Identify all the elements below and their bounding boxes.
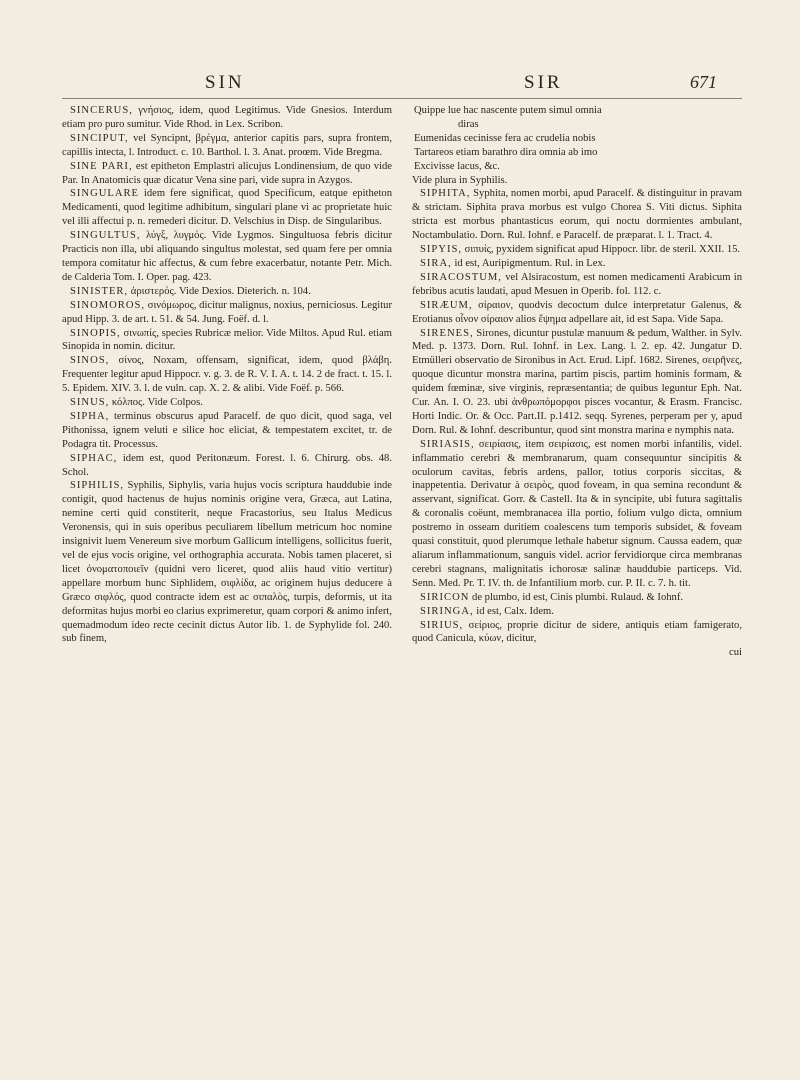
entry-headword: SINOPIS, — [70, 327, 121, 339]
verse-line: Excivisse lacus, &c. — [414, 160, 500, 172]
verse-line: diras — [458, 118, 479, 130]
dictionary-entry — [62, 479, 392, 646]
dictionary-entry — [412, 243, 742, 257]
entry-text: vel Alsiracostum, est nomen medicamenti Arabicum in febribus acutis laudati, apud Mesuen in Operib. fol. 112. c. — [412, 271, 742, 297]
entry-text: ἀριστερός. Vide Dexios. Dieterich. n. 104. — [128, 285, 311, 297]
entry-text: Syphita, nomen morbi, apud Paracelf. & distinguitur in pravam & strictam. Siphita prava morbus est vulgo Chorea S. Viti dictus. Siphita stricta est morbus phantasticus eorum, qui noctu dormientes ambulant, Noctambulatio. Dorn. Rul. Iohnf. e Paracelf. de præparat. l. 1. Tract. 4. — [412, 188, 742, 242]
dictionary-entry — [62, 396, 392, 410]
entry-text: σιπυίς, pyxidem significat apud Hippocr. libr. de steril. XXII. 15. — [462, 244, 741, 256]
dictionary-entry — [62, 327, 392, 355]
dictionary-entry — [62, 452, 392, 480]
entry-headword: SINGULTUS, — [70, 230, 141, 242]
entry-headword: SIRICON — [420, 591, 470, 603]
entry-text: λύγξ, λυγμός. Vide Lygmos. Singultuosa febris dicitur Practicis non illa, ubi aliquando singultus molestat, sed quam fere per omnia tempora comitatur hic affectus, & cum febre exacerbatur, notante Petr. Mich. de Calderia Tom. I. Oper. pag. 423. — [62, 230, 392, 283]
entry-text: vel Syncipnt, βρέγμα, anterior capitis pars, supra frontem, capillis intecta, l. Introduct. c. 10. Barthol. l. 3. Anat. proœm. Vide Bregma. — [62, 132, 392, 158]
entry-headword: SIRENES, — [420, 327, 474, 339]
entry-headword: SIPHAC, — [70, 452, 118, 464]
entry-headword: SIPHILIS, — [70, 480, 125, 492]
entry-text: κόλπος. Vide Colpos. — [109, 397, 203, 409]
dictionary-entry — [62, 299, 392, 327]
verse-line: Eumenidas cecinisse fera ac crudelia nobis — [414, 132, 596, 144]
entry-text: σίραιον, quodvis decoctum dulce interpretatur Galenus, & Erotianus οἶνον σίραιον alios ἕψημα adpellare ait, id est Sapa. Vide Sapa. — [412, 299, 742, 325]
entry-headword: SINOS, — [70, 355, 110, 367]
entry-text: γνήσιος, idem, quod Legitimus. Vide Gnesios. Interdum etiam pro puro sumitur. Vide Rhod. in Lex. Scribon. — [62, 105, 392, 130]
catchword: cui — [729, 647, 742, 659]
dictionary-entry — [412, 187, 742, 243]
right-entries — [412, 187, 742, 646]
header-left-guide-word: SIN — [205, 72, 245, 93]
entry-text: terminus obscurus apud Paracelf. de quo dicit, quod saga, vel Pithonissa, ignem veluti e silice hoc eliciat, & tempestatem excitet, tr. de Podagra tit. Processus. — [62, 410, 392, 450]
dictionary-entry — [412, 257, 742, 271]
entry-text: Syphilis, Siphylis, varia hujus vocis scriptura hauddubie inde contigit, quod hactenus de hujus nominis origine vera, Græca, aut Latina, nemine certi quid constiterit, neque Fracastorius, seu Italus Medicus Veronensis, qui in suis operibus peculiarem libellum metricum hoc nomine insignivit luem Venereum sive morbum Gallicum intelligens, sollicitus fuerit, vel de ejus vocis origine, vel orthographia accurata. Nobis tamen placeret, si licet ὀνοματοποιεῖν (quidni vero liceret, quod aliis haud vitio vertitur) appellare morbum hunc Siphlidem, σιφλίδα, ac originem hujus deducere à Græco σιφλός, quod contracte idem est ac σιπαλὸς, turpis, deformis, ut ita deformitas hujus morbi eo clarius exprimeretur, quam corpori & animo infert, quemadmodum ideo recte cecinit dictus Autor lib. 1. de Syphylide fol. 240. sub finem, — [62, 480, 392, 645]
entry-text: id est, Auripigmentum. Rul. in Lex. — [451, 257, 606, 269]
entry-text: idem est, quod Peritonæum. Forest. l. 6. Chirurg. obs. 48. Schol. — [62, 452, 392, 478]
dictionary-entry — [412, 438, 742, 591]
entry-headword: SINISTER, — [70, 285, 129, 297]
running-header — [0, 72, 800, 98]
entry-headword: SINCERUS, — [70, 105, 133, 116]
dictionary-entry — [412, 299, 742, 327]
verse-line: Tartareos etiam barathro dira omnia ab imo — [414, 146, 598, 158]
entry-headword: SINUS, — [70, 397, 110, 409]
entry-text: est epitheton Emplastri alicujus Londinensium, de quo vide Par. In Anatomicis quæ dicatur Vena sine pari, vide supra in Azygos. — [62, 160, 392, 186]
entry-text: σείριος, proprie dicitur de sidere, antiquis etiam famigerato, quod Canicula, κύων, dicitur, — [412, 619, 742, 645]
verse-quotation — [412, 104, 742, 174]
left-column — [62, 104, 392, 646]
header-rule — [62, 98, 742, 99]
entry-headword: SINGULARE — [70, 188, 140, 200]
entry-headword: SIRA, — [420, 257, 452, 269]
dictionary-entry — [62, 410, 392, 452]
entry-text: de plumbo, id est, Cinis plumbi. Rulaud. & Iohnf. — [469, 591, 684, 603]
entry-text: Sirones, dicuntur pustulæ manuum & pedum, Walther. in Sylv. Med. p. 1373. Dorn. Rul. Iohnf. in Lex. Lang. l. 2. ep. 42. Jungatur D. Etmülleri observatio de Sironibus in Act. Erud. Lipf. 1682. Sirenes, σειρῆνες, quoque dicuntur monstra marina, partim piscis, partim hominis formam, & quidem fœminæ, sive virginis, repræsentantia; de quibus leguntur Eph. Nat. Cur. An. I. O. 23. ubi ἀνθρωπόμορφοι pisces vocantur, & Erasm. Francisc. Horti Indic. Or. & Occ. Part.II. p.1412. seqq. Syrenes, perperam per y, apud Dorn. Rul. & Iohnf. describuntur, quod sint monstra marina e nymphis nata. — [412, 327, 742, 436]
dictionary-entry — [412, 271, 742, 299]
dictionary-entry — [62, 285, 392, 299]
cross-reference-line: Vide plura in Syphilis. — [412, 174, 508, 186]
dictionary-entry — [62, 187, 392, 229]
entry-headword: SIRIASIS, — [420, 438, 475, 450]
entry-text: σινόμωρος, dicitur malignus, noxius, perniciosus. Legitur apud Hipp. 3. de art. t. 51. & 54. Jung. Foëf. d. l. — [62, 299, 392, 325]
entry-text: idem fere significat, quod Specificum, eatque epitheton Medicamenti, quod legitime adhibitum, singulari plane vi ac proprietate huic vel illi affectui p. n. remederi dicitur. D. Velschius in Disp. de Singularibus. — [62, 188, 392, 228]
entry-headword: SIPYIS, — [420, 244, 463, 256]
entry-headword: SINCIPUT, — [70, 132, 129, 144]
dictionary-entry — [62, 229, 392, 285]
entry-text: σινωπίς, species Rubricæ melior. Vide Miltos. Apud Rul. etiam Sinopida in nomin. dicitur. — [62, 327, 392, 353]
dictionary-entry — [412, 327, 742, 438]
dictionary-entry — [412, 619, 742, 647]
verse-line: Quippe lue hac nascente putem simul omnia — [414, 105, 602, 116]
entry-headword: SIRÆUM, — [420, 299, 473, 311]
dictionary-entry — [62, 132, 392, 160]
dictionary-entry — [62, 104, 392, 132]
header-right-guide-word: SIR — [524, 72, 563, 93]
entry-text: σειρίασις, item σειρίασις, est nomen morbi infantilis, videl. inflammatio cerebri & membranarum, quam consequuntur sincipitis & oculorum cavitas, febris ardens, pallor, totius corporis siccitas, & inappetentia. Derivatur à σειρὸς, quod foveam, in qua semina recondunt & asservant, significat. Gorr. & Castell. Ita & in syncipite, ubi futura sagittalis & coronalis coëunt, membranacea illa portio, folium vulgo dicta, omnium postremo in osseam duritiem coalescens tum temporis subsidet, & foveam quasi constituit, quod plerumque lethale habetur signum. Caussa eadem, quæ aliarum inflammationum, sanguis videl. acrior fervidiorque circa membranas cerebri stagnans, malignitatis ichorosæ salinæ hauddubie particeps. Vid. Senn. Med. Pr. T. IV. th. de Infantilium morb. cur. P. II. c. 7. h. tit. — [412, 438, 742, 589]
entry-headword: SINE PARI, — [70, 160, 133, 172]
entry-text: id est, Calx. Idem. — [473, 605, 554, 617]
dictionary-entry — [62, 354, 392, 396]
dictionary-entry — [412, 605, 742, 619]
right-column — [412, 104, 742, 660]
dictionary-entry — [62, 160, 392, 188]
page-number: 671 — [690, 72, 717, 92]
entry-headword: SINOMOROS, — [70, 299, 146, 311]
entry-headword: SIPHA, — [70, 410, 110, 422]
entry-text: σίνος, Noxam, offensam, significat, idem, quod βλάβη. Frequenter legitur apud Hippocr. v. g. 3. de R. V. I. A. t. 14. 2 de fract. t. 15. l. 5. Epidem. XIV. 3. l. de vuln. cap. X. 2. & alibi. Vide Foëf. p. 566. — [62, 355, 392, 395]
dictionary-entry — [412, 591, 742, 605]
entry-headword: SIRINGA, — [420, 605, 474, 617]
entry-headword: SIPHITA, — [420, 188, 471, 200]
entry-headword: SIRACOSTUM, — [420, 271, 502, 283]
entry-headword: SIRIUS, — [420, 619, 464, 631]
